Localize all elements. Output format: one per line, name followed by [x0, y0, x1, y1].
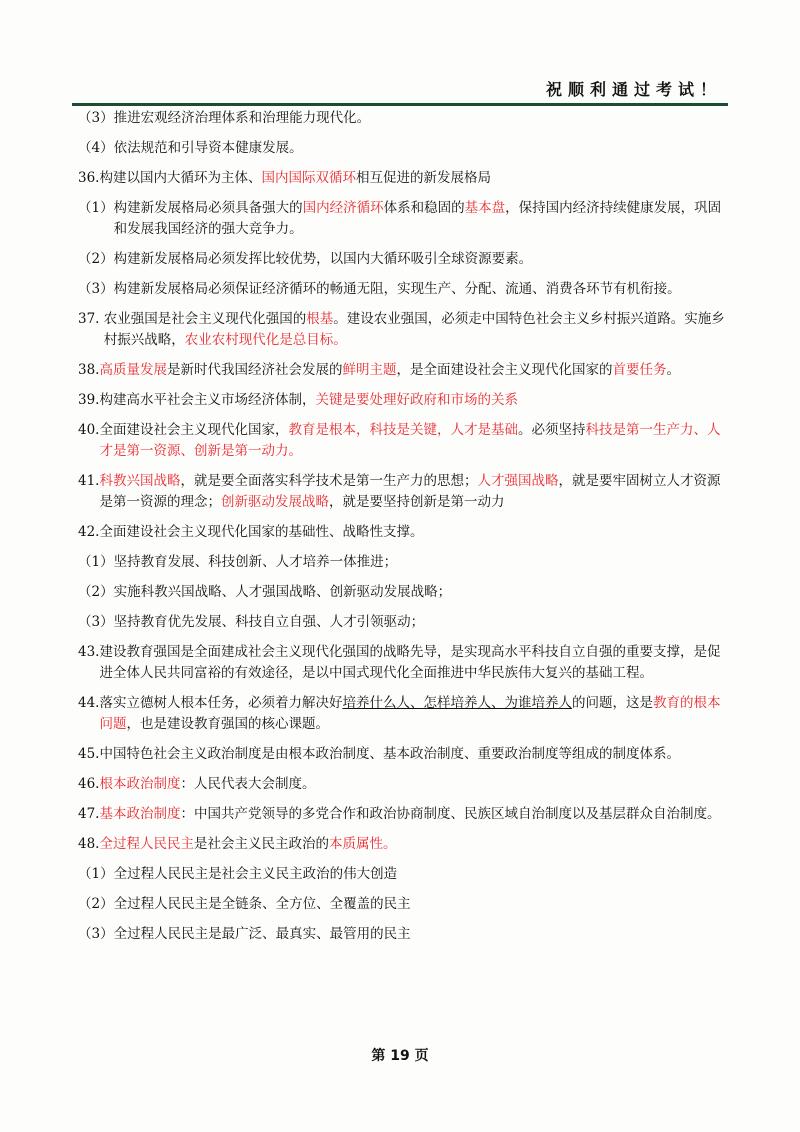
body-text: 全面建设社会主义现代化国家的基础性、战略性支撑。 [99, 524, 424, 540]
body-text: 实施科教兴国战略、人才强国战略、创新驱动发展战略； [113, 584, 452, 600]
item-text [99, 471, 728, 513]
item-number: 38. [78, 362, 100, 378]
item-text [114, 138, 728, 159]
item-text [99, 360, 728, 381]
page-number: 第 19 页 [371, 1048, 429, 1064]
item-text [114, 924, 728, 945]
body-text: 坚持教育优先发展、科技自立自强、人才引领驱动； [113, 614, 425, 630]
list-item [78, 552, 728, 573]
list-item [78, 309, 728, 351]
list-item [78, 522, 728, 543]
list-item [78, 774, 728, 795]
item-number: （3） [78, 926, 114, 942]
highlight-text: 本质属性。 [328, 836, 397, 852]
highlight-text: 农业农村现代化是总目标。 [184, 332, 347, 348]
item-number: 46. [78, 776, 100, 792]
item-text [104, 309, 728, 351]
highlight-text: 基本盘 [464, 200, 506, 216]
item-text [114, 198, 728, 240]
list-item [78, 834, 728, 855]
highlight-text: 全过程人民民主 [99, 836, 194, 852]
item-number: 42. [78, 524, 100, 540]
item-text [99, 693, 728, 735]
highlight-text: 教育是根本，科技是关键，人才是基础 [288, 422, 518, 438]
list-item [78, 744, 728, 765]
item-text [114, 279, 728, 300]
body-text: ，保持国内经济持续健康发展，巩固和发展我国经济的强大竞争力。 [113, 200, 722, 237]
body-text: 全面建设社会主义现代化国家， [99, 422, 289, 438]
body-text: 是社会主义民主政治的 [193, 836, 329, 852]
item-number: 39. [78, 392, 100, 408]
item-text [114, 894, 728, 915]
list-item [78, 693, 728, 735]
item-text [99, 642, 728, 684]
item-number: 48. [78, 836, 100, 852]
list-item [78, 249, 728, 270]
highlight-text: 高质量发展 [99, 362, 167, 378]
body-text: 全过程人民民主是最广泛、最真实、最管用的民主 [113, 926, 411, 942]
highlight-text: 根本政治制度 [99, 776, 181, 792]
highlight-text: 首要任务 [612, 362, 667, 378]
item-number: （2） [78, 251, 114, 267]
item-text [99, 420, 728, 462]
highlight-text: 根基 [306, 311, 334, 327]
item-text [114, 864, 728, 885]
item-number: （1） [78, 866, 114, 882]
item-number: 41. [78, 473, 100, 489]
highlight-text: 人才强国战略 [477, 473, 559, 489]
highlight-text: 创新驱动发展战略 [220, 494, 329, 510]
body-text: 建设教育强国是全面建成社会主义现代化强国的战略先导，是实现高水平科技自立自强的重要支撑，是促进全体人民共同富裕的有效途径，是以中国式现代化全面推进中华民族伟大复兴的基础工程。 [99, 644, 721, 681]
list-item [78, 420, 728, 462]
item-number: （1） [78, 200, 114, 216]
underlined-text: 培养什么人、怎样培养人、为谁培养人 [342, 695, 572, 711]
list-item [78, 804, 728, 825]
highlight-text: 科技是第一生产力、人才是第一资源、创新是第一动力。 [99, 422, 721, 459]
body-text: ，是全面建设社会主义现代化国家的 [396, 362, 613, 378]
highlight-text: 鲜明主题 [342, 362, 397, 378]
document-body [78, 108, 728, 954]
item-text [114, 612, 728, 633]
body-text: 坚持教育发展、科技创新、人才培养一体推进； [113, 554, 398, 570]
list-item [78, 864, 728, 885]
body-text: ，就是要全面落实科学技术是第一生产力的思想； [180, 473, 478, 489]
item-number: 36. [78, 170, 100, 186]
item-text [99, 804, 728, 825]
body-text: 全过程人民民主是社会主义民主政治的伟大创造 [113, 866, 398, 882]
body-text: 。 [666, 362, 680, 378]
highlight-text: 国内经济循环 [302, 200, 384, 216]
body-text: 落实立德树人根本任务，必须着力解决好 [99, 695, 343, 711]
list-item [78, 582, 728, 603]
highlight-text: 关键是要处理好政府和市场的关系 [315, 392, 518, 408]
body-text: ：中国共产党领导的多党合作和政治协商制度、民族区域自治制度以及基层群众自治制度。 [180, 806, 721, 822]
item-number: （3） [78, 614, 114, 630]
item-text [99, 744, 728, 765]
list-item [78, 924, 728, 945]
item-number: 40. [78, 422, 100, 438]
body-text: 体系和稳固的 [383, 200, 465, 216]
item-number: 47. [78, 806, 100, 822]
body-text: 依法规范和引导资本健康发展。 [113, 140, 303, 156]
body-text: 构建新发展格局必须保证经济循环的畅通无阻，实现生产、分配、流通、消费各环节有机衔接。 [113, 281, 681, 297]
item-text [99, 390, 728, 411]
item-text [114, 108, 728, 129]
list-item [78, 360, 728, 381]
item-number: （2） [78, 584, 114, 600]
item-number: 43. [78, 644, 100, 660]
item-number: （3） [78, 110, 114, 126]
body-text: 农业强国是社会主义现代化强国的 [103, 311, 307, 327]
body-text: 构建新发展格局必须具备强大的 [113, 200, 303, 216]
body-text: 中国特色社会主义政治制度是由根本政治制度、基本政治制度、重要政治制度等组成的制度体系。 [99, 746, 680, 762]
body-text: ，就是要牢固树立人才资源是第一资源的理念； [99, 473, 721, 510]
list-item [78, 390, 728, 411]
body-text: 构建新发展格局必须发挥比较优势，以国内大循环吸引全球资源要素。 [113, 251, 533, 267]
header-slogan: 祝顺利通过考试！ [545, 80, 722, 99]
item-number: （4） [78, 140, 114, 156]
highlight-text: 科教兴国战略 [99, 473, 181, 489]
item-number: 44. [78, 695, 100, 711]
item-number: （1） [78, 554, 114, 570]
body-text: ：人民代表大会制度。 [180, 776, 316, 792]
header-divider [72, 103, 728, 106]
body-text: ，就是要坚持创新是第一动力 [328, 494, 505, 510]
list-item [78, 279, 728, 300]
list-item [78, 108, 728, 129]
item-text [99, 774, 728, 795]
highlight-text: 国内国际双循环 [261, 170, 356, 186]
body-text: 构建以国内大循环为主体、 [99, 170, 262, 186]
item-number: （2） [78, 896, 114, 912]
list-item [78, 198, 728, 240]
item-text [114, 552, 728, 573]
list-item [78, 138, 728, 159]
item-number: 37. [78, 311, 104, 327]
body-text: 。建设农业强国，必须走中国特色社会主义乡村振兴道路。实施乡村振兴战略， [103, 311, 725, 348]
body-text: 。必须坚持 [517, 422, 586, 438]
item-text [114, 249, 728, 270]
list-item [78, 168, 728, 189]
item-text [99, 834, 728, 855]
item-text [99, 522, 728, 543]
list-item [78, 471, 728, 513]
body-text: 全过程人民民主是全链条、全方位、全覆盖的民主 [113, 896, 411, 912]
body-text: 的问题，这是 [571, 695, 653, 711]
item-number: （3） [78, 281, 114, 297]
item-text [99, 168, 728, 189]
list-item [78, 612, 728, 633]
highlight-text: 基本政治制度 [99, 806, 181, 822]
body-text: 是新时代我国经济社会发展的 [166, 362, 343, 378]
item-text [114, 582, 728, 603]
body-text: 相互促进的新发展格局 [355, 170, 491, 186]
body-text: 推进宏观经济治理体系和治理能力现代化。 [113, 110, 371, 126]
highlight-text: 教育的根本问题 [99, 695, 721, 732]
body-text: ，也是建设教育强国的核心课题。 [126, 716, 329, 732]
body-text: 构建高水平社会主义市场经济体制， [99, 392, 316, 408]
item-number: 45. [78, 746, 100, 762]
list-item [78, 894, 728, 915]
list-item [78, 642, 728, 684]
